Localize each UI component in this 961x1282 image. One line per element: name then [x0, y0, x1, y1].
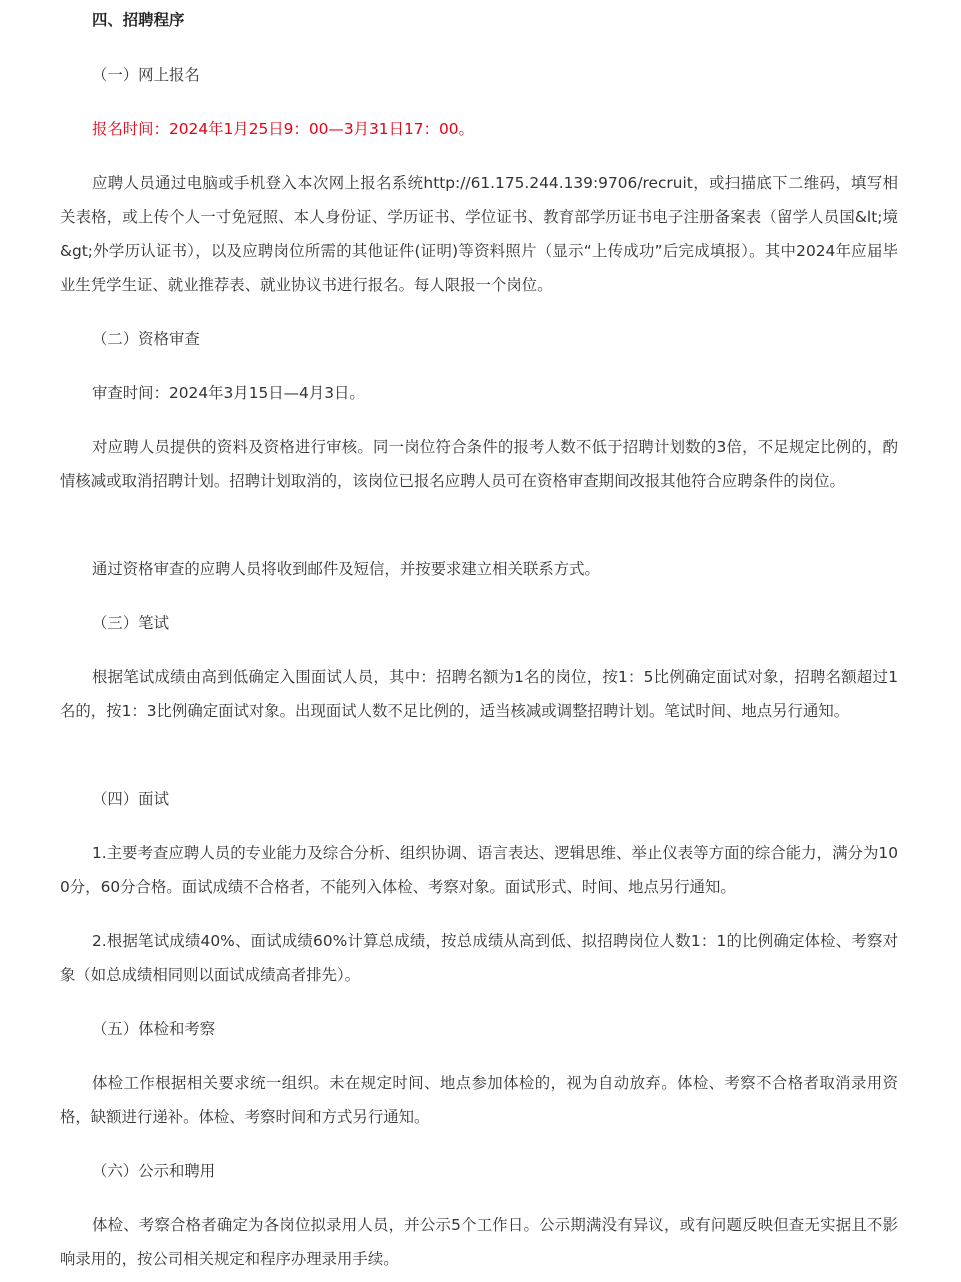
medical-paragraph: 体检工作根据相关要求统一组织。未在规定时间、地点参加体检的，视为自动放弃。体检、考察不合格者取消录用资格，缺额进行递补。体检、考察时间和方式另行通知。	[60, 1074, 898, 1126]
written-exam-paragraph: 根据笔试成绩由高到低确定入围面试人员，其中：招聘名额为1名的岗位，按1：5比例确定面试对象，招聘名额超过1名的，按1：3比例确定面试对象。出现面试人数不足比例的，适当核减或调整招聘计划。笔试时间、地点另行通知。	[60, 668, 898, 720]
publicity-paragraph: 体检、考察合格者确定为各岗位拟录用人员，并公示5个工作日。公示期满没有异议，或有问题反映但查无实据且不影响录用的，按公司相关规定和程序办理录用手续。	[60, 1216, 898, 1268]
review-time: 审查时间：2024年3月15日—4月3日。	[92, 384, 365, 402]
subsection-title-medical-and-inspection: （五）体检和考察	[92, 1020, 216, 1038]
review-notification-paragraph: 通过资格审查的应聘人员将收到邮件及短信，并按要求建立相关联系方式。	[92, 560, 600, 578]
subsection-title-written-exam: （三）笔试	[92, 614, 169, 632]
interview-item-2: 2.根据笔试成绩40%、面试成绩60%计算总成绩，按总成绩从高到低、拟招聘岗位人数1：1的比例确定体检、考察对象（如总成绩相同则以面试成绩高者排先）。	[60, 932, 898, 984]
subsection-title-qualification-review: （二）资格审查	[92, 330, 200, 348]
subsection-title-interview: （四）面试	[92, 790, 169, 808]
section-title: 四、招聘程序	[92, 11, 185, 29]
subsection-title-online-registration: （一）网上报名	[92, 66, 200, 84]
registration-paragraph: 应聘人员通过电脑或手机登入本次网上报名系统http://61.175.244.139:9706/recruit，或扫描底下二维码，填写相关表格，或上传个人一寸免冠照、本人身份证、学历证书、学位证书、教育部学历证书电子注册备案表（留学人员国&lt;境&gt;外学历认证书），以及应聘岗位所需的其他证件(证明)等资料照片（显示“上传成功”后完成填报）。其中2024年应届毕业生凭学生证、就业推荐表、就业协议书进行报名。每人限报一个岗位。	[60, 174, 898, 294]
subsection-title-publicity-and-employment: （六）公示和聘用	[92, 1162, 216, 1180]
interview-item-1: 1.主要考查应聘人员的专业能力及综合分析、组织协调、语言表达、逻辑思维、举止仪表等方面的综合能力，满分为100分，60分合格。面试成绩不合格者，不能列入体检、考察对象。面试形式、时间、地点另行通知。	[60, 844, 898, 896]
review-paragraph: 对应聘人员提供的资料及资格进行审核。同一岗位符合条件的报考人数不低于招聘计划数的3倍，不足规定比例的，酌情核减或取消招聘计划。招聘计划取消的，该岗位已报名应聘人员可在资格审查期间改报其他符合应聘条件的岗位。	[60, 438, 898, 490]
registration-time-notice: 报名时间：2024年1月25日9：00—3月31日17：00。	[92, 120, 474, 138]
